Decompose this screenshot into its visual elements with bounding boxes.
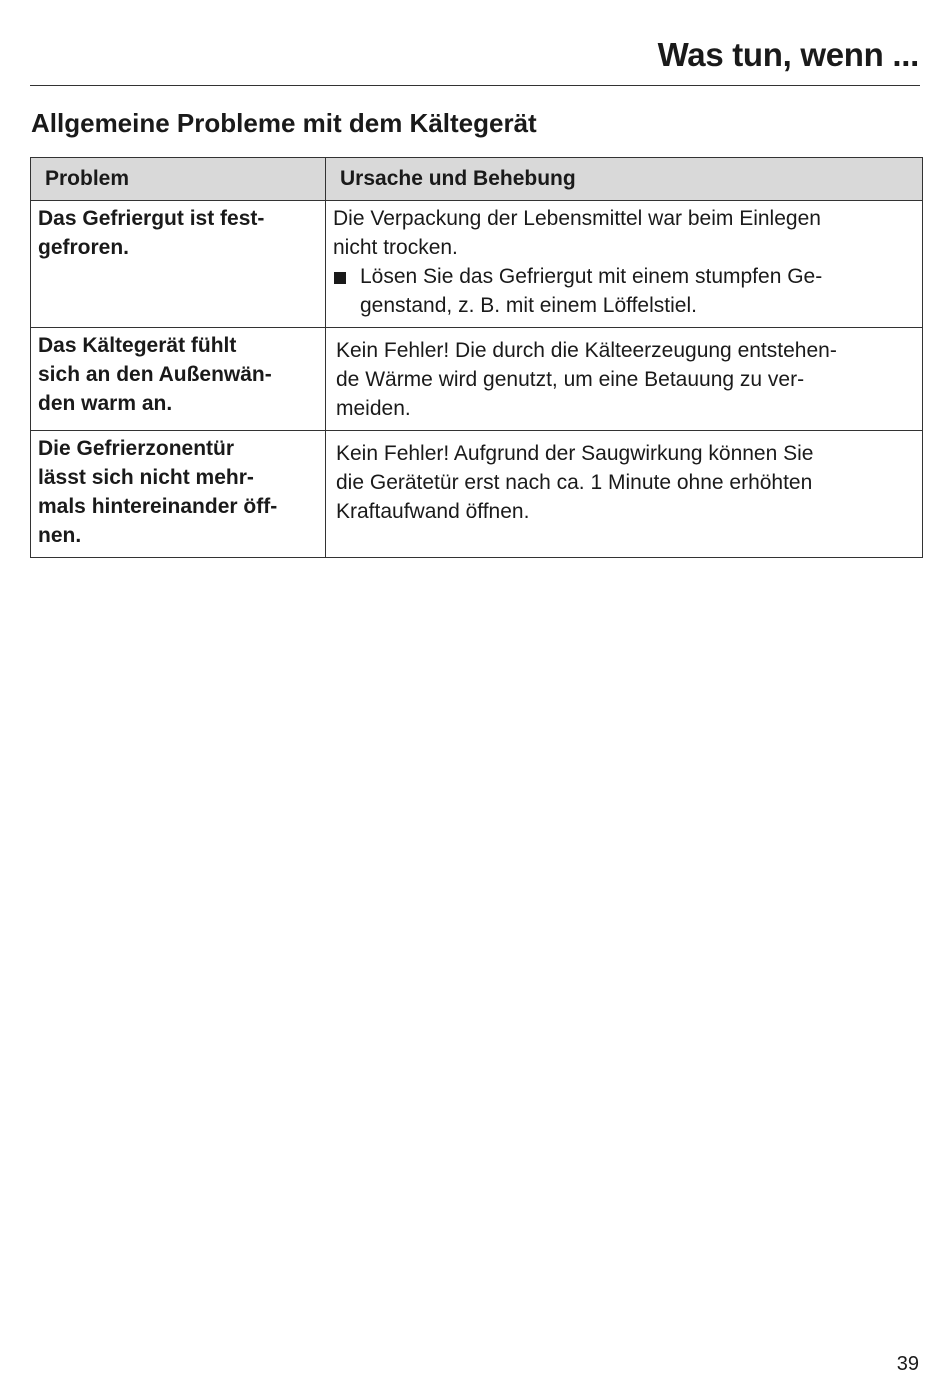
column-header-problem: Problem bbox=[31, 158, 326, 201]
problem-cell bbox=[31, 328, 326, 431]
header-divider bbox=[30, 85, 920, 86]
problem-text-line: gefroren. bbox=[38, 236, 130, 259]
square-bullet-icon bbox=[334, 272, 346, 284]
cause-text-line: Die Verpackung der Lebensmittel war beim Einlegen bbox=[333, 207, 821, 230]
page-header-title: Was tun, wenn ... bbox=[657, 36, 919, 73]
cause-cell bbox=[326, 201, 923, 328]
cause-text-line: die Gerätetür erst nach ca. 1 Minute ohne erhöhten bbox=[336, 471, 813, 494]
cause-cell bbox=[326, 431, 923, 558]
problem-text-line: lässt sich nicht mehr- bbox=[38, 466, 254, 489]
remedy-bullet bbox=[333, 262, 912, 320]
cause-cell bbox=[326, 328, 923, 431]
table-row bbox=[31, 328, 923, 431]
remedy-text-line: Lösen Sie das Gefriergut mit einem stumpfen Ge- bbox=[360, 265, 823, 288]
problem-text-line: sich an den Außenwän- bbox=[38, 363, 272, 386]
remedy-text-line: genstand, z. B. mit einem Löffelstiel. bbox=[360, 294, 697, 317]
cause-text-line: de Wärme wird genutzt, um eine Betauung zu ver- bbox=[336, 368, 805, 391]
cause-text-line: Kein Fehler! Aufgrund der Saugwirkung können Sie bbox=[336, 442, 814, 465]
column-header-cause: Ursache und Behebung bbox=[326, 158, 923, 201]
problem-text-line: Das Gefriergut ist fest- bbox=[38, 207, 265, 230]
problem-text-line: Die Gefrierzonentür bbox=[38, 437, 235, 460]
cause-text-line: Kein Fehler! Die durch die Kälteerzeugung entstehen- bbox=[336, 339, 837, 362]
problem-text-line: den warm an. bbox=[38, 392, 173, 415]
table-row bbox=[31, 201, 923, 328]
cause-text-line: nicht trocken. bbox=[333, 236, 458, 259]
cause-text-line: Kraftaufwand öffnen. bbox=[336, 500, 530, 523]
problem-cell bbox=[31, 201, 326, 328]
cause-text-line: meiden. bbox=[336, 397, 411, 420]
problem-text-line: mals hintereinander öff- bbox=[38, 495, 278, 518]
table-row bbox=[31, 431, 923, 558]
troubleshooting-table bbox=[30, 157, 923, 558]
table-header-row bbox=[31, 158, 923, 201]
page-number: 39 bbox=[896, 1353, 919, 1375]
problem-cell bbox=[31, 431, 326, 558]
problem-text-line: Das Kältegerät fühlt bbox=[38, 334, 237, 357]
problem-text-line: nen. bbox=[38, 524, 82, 547]
section-heading: Allgemeine Probleme mit dem Kältegerät bbox=[31, 108, 537, 138]
